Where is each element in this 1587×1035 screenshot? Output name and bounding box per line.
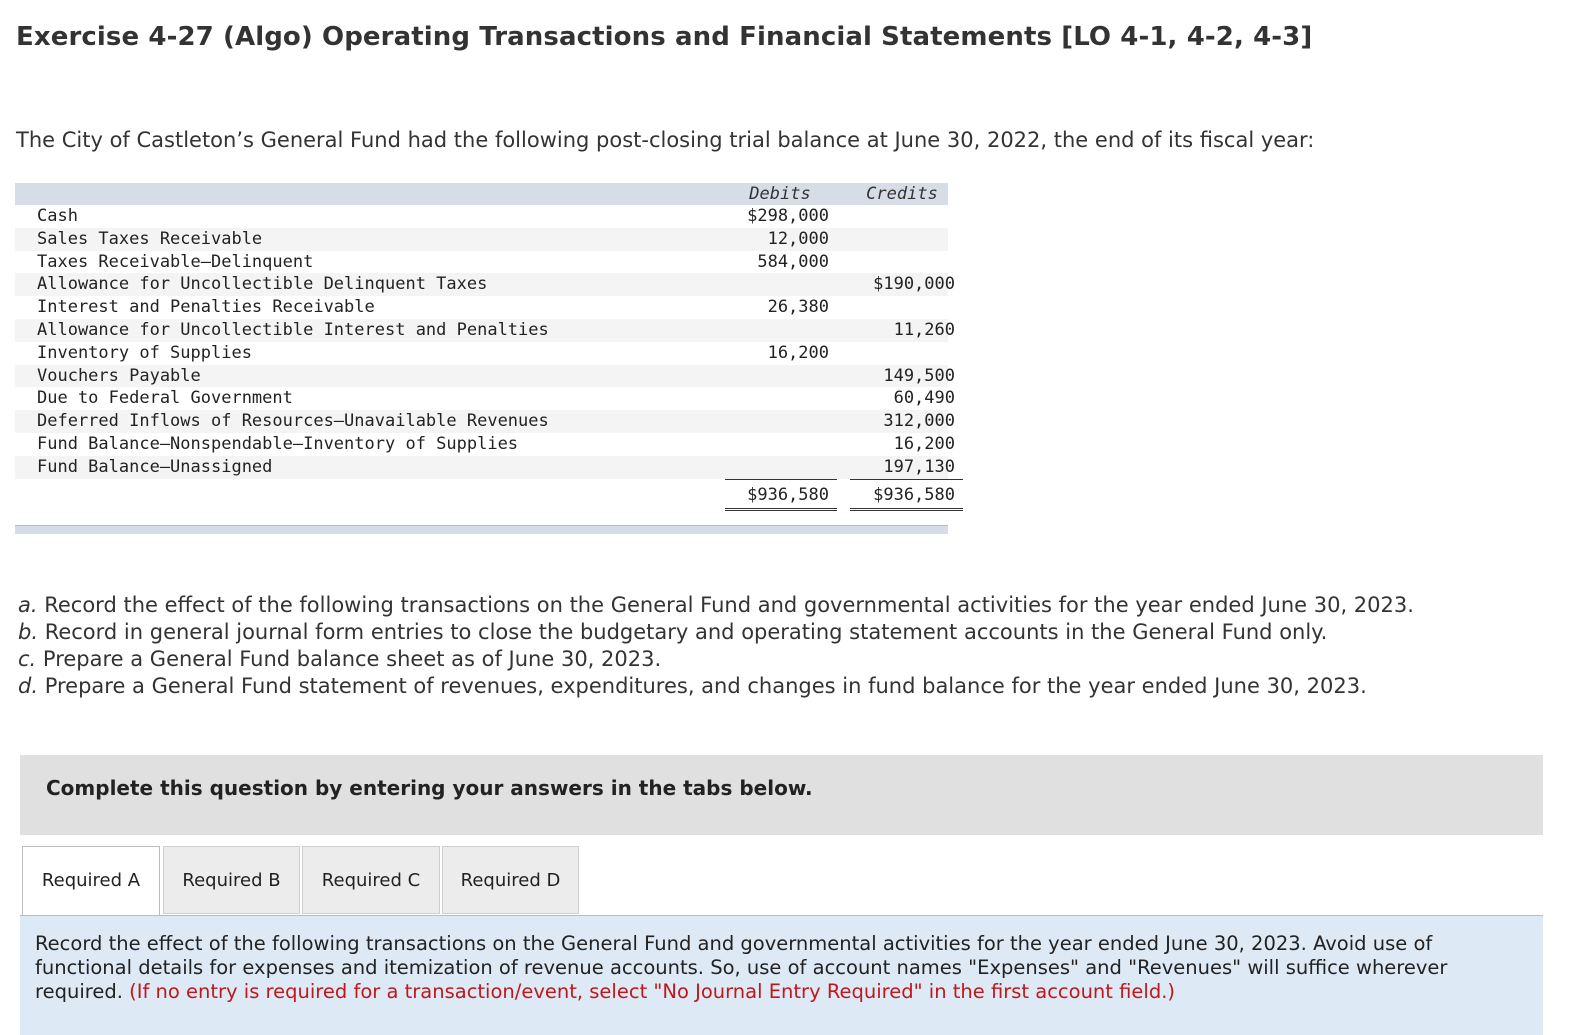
debit-amount: 26,380 bbox=[767, 297, 829, 318]
debit-amount: 16,200 bbox=[767, 342, 829, 363]
account-name: Vouchers Payable bbox=[37, 365, 201, 386]
account-name: Inventory of Supplies bbox=[37, 342, 252, 363]
debit-amount: 584,000 bbox=[757, 251, 829, 272]
trial-balance-body bbox=[15, 205, 955, 479]
account-name: Cash bbox=[37, 206, 78, 226]
tab-required-a[interactable]: Required A bbox=[22, 846, 160, 916]
account-name: Interest and Penalties Receivable bbox=[37, 297, 375, 318]
tab-required-c[interactable]: Required C bbox=[302, 846, 440, 914]
requirement-c bbox=[18, 646, 1414, 673]
table-row bbox=[15, 387, 955, 410]
panel-instruction bbox=[35, 932, 1535, 1004]
account-name: Fund Balance—Unassigned bbox=[37, 456, 273, 477]
instructions-banner bbox=[20, 755, 1543, 835]
debit-amount: 12,000 bbox=[767, 228, 829, 249]
table-row bbox=[15, 296, 948, 319]
requirement-text: Prepare a General Fund statement of revenues, expenditures, and changes in fund balance for the year ended June 30, 2023. bbox=[38, 674, 1367, 698]
trial-balance-header bbox=[15, 183, 948, 205]
account-name: Due to Federal Government bbox=[37, 388, 293, 409]
requirement-letter: c. bbox=[18, 647, 37, 671]
credit-amount: 312,000 bbox=[883, 411, 955, 432]
credit-amount: $190,000 bbox=[873, 274, 955, 295]
tab-required-d[interactable]: Required D bbox=[442, 846, 579, 914]
tab-panel-required-a bbox=[20, 915, 1543, 1035]
trial-balance-total-row bbox=[15, 479, 955, 511]
requirements-list bbox=[18, 592, 1414, 700]
table-row bbox=[15, 456, 955, 479]
account-name: Taxes Receivable—Delinquent bbox=[37, 251, 314, 272]
table-row bbox=[15, 251, 948, 274]
table-row bbox=[15, 365, 955, 388]
requirement-letter: a. bbox=[18, 593, 38, 617]
credit-amount: 16,200 bbox=[893, 433, 955, 454]
requirement-b bbox=[18, 619, 1414, 646]
table-row bbox=[15, 228, 948, 251]
banner-text: Complete this question by entering your answers in the tabs below. bbox=[46, 776, 813, 800]
requirement-a bbox=[18, 592, 1414, 619]
exercise-title: Exercise 4-27 (Algo) Operating Transactions and Financial Statements [LO 4-1, 4-2, 4-3] bbox=[16, 22, 1313, 52]
account-name: Allowance for Uncollectible Delinquent Taxes bbox=[37, 274, 488, 295]
table-row bbox=[15, 342, 948, 365]
credit-amount: 149,500 bbox=[883, 365, 955, 386]
table-row bbox=[15, 205, 948, 228]
trial-balance-footer-bar bbox=[15, 525, 948, 534]
trial-balance-table bbox=[15, 183, 955, 534]
credit-amount: 197,130 bbox=[883, 456, 955, 477]
requirement-text: Prepare a General Fund balance sheet as of June 30, 2023. bbox=[36, 647, 662, 671]
requirement-d bbox=[18, 673, 1414, 700]
table-row bbox=[15, 319, 955, 342]
table-row bbox=[15, 433, 955, 456]
header-debits: Debits bbox=[749, 184, 811, 204]
tab-required-b[interactable]: Required B bbox=[163, 846, 300, 914]
account-name: Allowance for Uncollectible Interest and Penalties bbox=[37, 319, 549, 340]
table-row bbox=[15, 410, 955, 433]
total-debits: $936,580 bbox=[725, 479, 837, 511]
account-name: Sales Taxes Receivable bbox=[37, 228, 263, 249]
requirement-text: Record the effect of the following transactions on the General Fund and governmental activities for the year ended June 30, 2023. bbox=[37, 593, 1414, 617]
header-credits: Credits bbox=[866, 184, 938, 204]
instruction-text: Record the effect of the following transactions on the General Fund and governmental activities for the year ended June 30, 2023. Avoid use of functional details for expenses and itemization of revenue accounts. So, use of account names "Expenses" and "Revenues" will suffice wherever required. bbox=[35, 932, 1448, 1003]
account-name: Deferred Inflows of Resources—Unavailable Revenues bbox=[37, 411, 549, 432]
instruction-note: (If no entry is required for a transaction/event, select "No Journal Entry Required" in the first account field.) bbox=[129, 980, 1176, 1003]
total-credits: $936,580 bbox=[850, 479, 963, 511]
requirement-letter: b. bbox=[18, 620, 39, 644]
account-name: Fund Balance—Nonspendable—Inventory of Supplies bbox=[37, 433, 519, 454]
requirement-text: Record in general journal form entries to close the budgetary and operating statement accounts in the General Fund only. bbox=[38, 620, 1328, 644]
debit-amount: $298,000 bbox=[747, 206, 829, 226]
requirement-letter: d. bbox=[18, 674, 39, 698]
credit-amount: 60,490 bbox=[893, 388, 955, 409]
table-row bbox=[15, 273, 955, 296]
credit-amount: 11,260 bbox=[893, 319, 955, 340]
intro-text: The City of Castleton’s General Fund had the following post-closing trial balance at June 30, 2022, the end of its fiscal year: bbox=[16, 128, 1315, 152]
